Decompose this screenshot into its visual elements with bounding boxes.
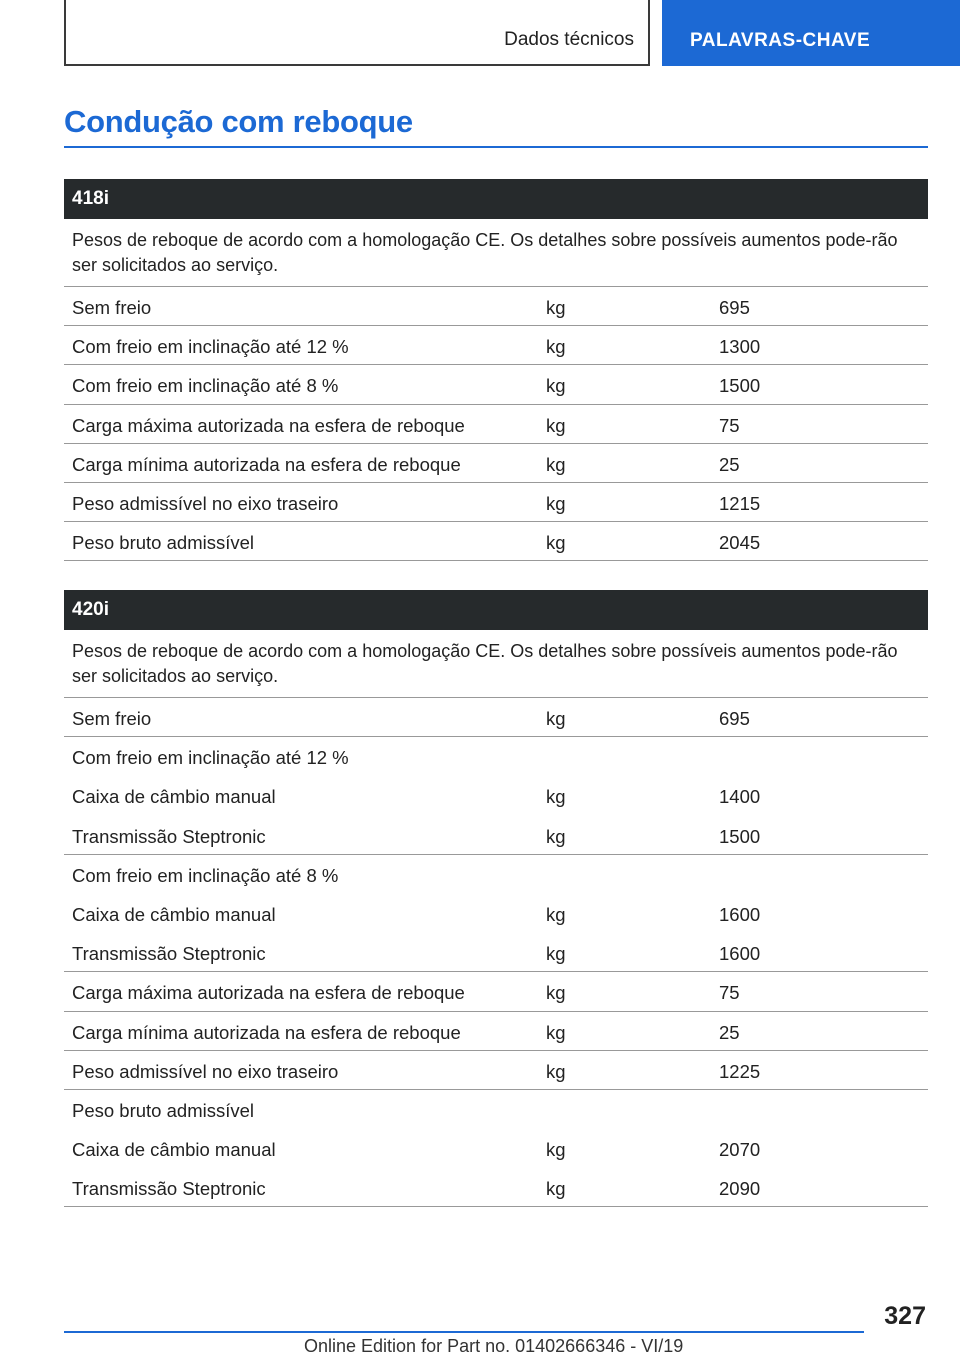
row-unit: kg bbox=[546, 943, 566, 965]
row-label: Caixa de câmbio manual bbox=[72, 1139, 276, 1161]
row-value: 2090 bbox=[719, 1178, 761, 1200]
row-unit: kg bbox=[546, 375, 566, 397]
table-row bbox=[64, 287, 928, 326]
row-value: 75 bbox=[719, 414, 740, 436]
row-unit: kg bbox=[546, 1060, 566, 1082]
row-label: Caixa de câmbio manual bbox=[72, 786, 276, 808]
section-tab[interactable] bbox=[64, 0, 650, 66]
row-unit: kg bbox=[546, 414, 566, 436]
row-value: 1500 bbox=[719, 375, 761, 397]
table-row bbox=[64, 894, 928, 933]
row-unit: kg bbox=[546, 297, 566, 318]
row-unit: kg bbox=[546, 1178, 566, 1200]
top-navigation bbox=[0, 0, 960, 66]
row-label: Sem freio bbox=[72, 708, 152, 729]
spec-table-header: 420i bbox=[64, 590, 928, 630]
spec-rows bbox=[64, 287, 928, 561]
row-value: 1215 bbox=[719, 492, 761, 514]
table-row bbox=[64, 1051, 928, 1090]
row-unit: kg bbox=[546, 532, 566, 554]
table-row bbox=[64, 1129, 928, 1168]
row-value: 1500 bbox=[719, 825, 761, 847]
row-label: Com freio em inclinação até 12 % bbox=[72, 336, 349, 358]
spec-table-description: Pesos de reboque de acordo com a homologação CE. Os detalhes sobre possíveis aumentos pode-rão ser solicitados ao serviço. bbox=[64, 630, 928, 698]
table-row bbox=[64, 737, 928, 776]
row-label: Caixa de câmbio manual bbox=[72, 903, 276, 925]
row-value: 1400 bbox=[719, 786, 761, 808]
table-row bbox=[64, 855, 928, 894]
page-title: Condução com reboque bbox=[64, 104, 413, 139]
row-value: 1225 bbox=[719, 1060, 761, 1082]
row-unit: kg bbox=[546, 786, 566, 808]
page-number: 327 bbox=[884, 1302, 926, 1330]
row-value: 75 bbox=[719, 982, 740, 1004]
spec-table-418i bbox=[64, 179, 928, 561]
row-value: 25 bbox=[719, 453, 740, 475]
spec-table-description: Pesos de reboque de acordo com a homologação CE. Os detalhes sobre possíveis aumentos pode-rão ser solicitados ao serviço. bbox=[64, 219, 928, 287]
row-label: Sem freio bbox=[72, 297, 152, 318]
row-label: Carga mínima autorizada na esfera de reboque bbox=[72, 1021, 461, 1043]
row-value: 25 bbox=[719, 1021, 740, 1043]
row-label: Peso bruto admissível bbox=[72, 1099, 255, 1121]
table-row bbox=[64, 816, 928, 855]
spec-rows bbox=[64, 698, 928, 1207]
row-value: 2045 bbox=[719, 532, 761, 554]
table-row bbox=[64, 698, 928, 737]
row-unit: kg bbox=[546, 1139, 566, 1161]
row-value: 2070 bbox=[719, 1139, 761, 1161]
row-label: Com freio em inclinação até 12 % bbox=[72, 747, 349, 769]
table-row bbox=[64, 933, 928, 972]
row-value: 695 bbox=[719, 708, 750, 729]
row-label: Transmissão Steptronic bbox=[72, 1178, 266, 1200]
row-label: Peso admissível no eixo traseiro bbox=[72, 1060, 339, 1082]
keywords-button-label: PALAVRAS-CHAVE bbox=[690, 30, 871, 51]
row-label: Transmissão Steptronic bbox=[72, 825, 266, 847]
table-row bbox=[64, 365, 928, 404]
row-value: 1600 bbox=[719, 903, 761, 925]
row-label: Com freio em inclinação até 8 % bbox=[72, 375, 339, 397]
spec-table-header: 418i bbox=[64, 179, 928, 219]
table-row bbox=[64, 776, 928, 815]
row-label: Carga máxima autorizada na esfera de reboque bbox=[72, 414, 465, 436]
row-label: Peso admissível no eixo traseiro bbox=[72, 492, 339, 514]
table-row bbox=[64, 1168, 928, 1207]
spec-table-420i bbox=[64, 590, 928, 1207]
row-value: 695 bbox=[719, 297, 750, 318]
row-unit: kg bbox=[546, 825, 566, 847]
table-row bbox=[64, 326, 928, 365]
table-row bbox=[64, 1012, 928, 1051]
table-row bbox=[64, 483, 928, 522]
row-label: Peso bruto admissível bbox=[72, 532, 255, 554]
row-unit: kg bbox=[546, 903, 566, 925]
row-unit: kg bbox=[546, 982, 566, 1004]
row-unit: kg bbox=[546, 492, 566, 514]
table-row bbox=[64, 1090, 928, 1129]
section-tab-label: Dados técnicos bbox=[504, 29, 634, 50]
row-label: Transmissão Steptronic bbox=[72, 943, 266, 965]
edition-note: Online Edition for Part no. 01402666346 - VI/19 bbox=[304, 1336, 684, 1356]
row-label: Carga máxima autorizada na esfera de reboque bbox=[72, 982, 465, 1004]
row-unit: kg bbox=[546, 453, 566, 475]
row-label: Carga mínima autorizada na esfera de reboque bbox=[72, 453, 461, 475]
table-row bbox=[64, 444, 928, 483]
table-row bbox=[64, 522, 928, 561]
footer-divider bbox=[64, 1331, 864, 1333]
keywords-button[interactable] bbox=[662, 0, 960, 66]
row-value: 1300 bbox=[719, 336, 761, 358]
row-unit: kg bbox=[546, 1021, 566, 1043]
row-label: Com freio em inclinação até 8 % bbox=[72, 864, 339, 886]
row-value: 1600 bbox=[719, 943, 761, 965]
table-row bbox=[64, 972, 928, 1011]
row-unit: kg bbox=[546, 708, 566, 729]
table-row bbox=[64, 405, 928, 444]
row-unit: kg bbox=[546, 336, 566, 358]
title-divider bbox=[64, 146, 928, 148]
